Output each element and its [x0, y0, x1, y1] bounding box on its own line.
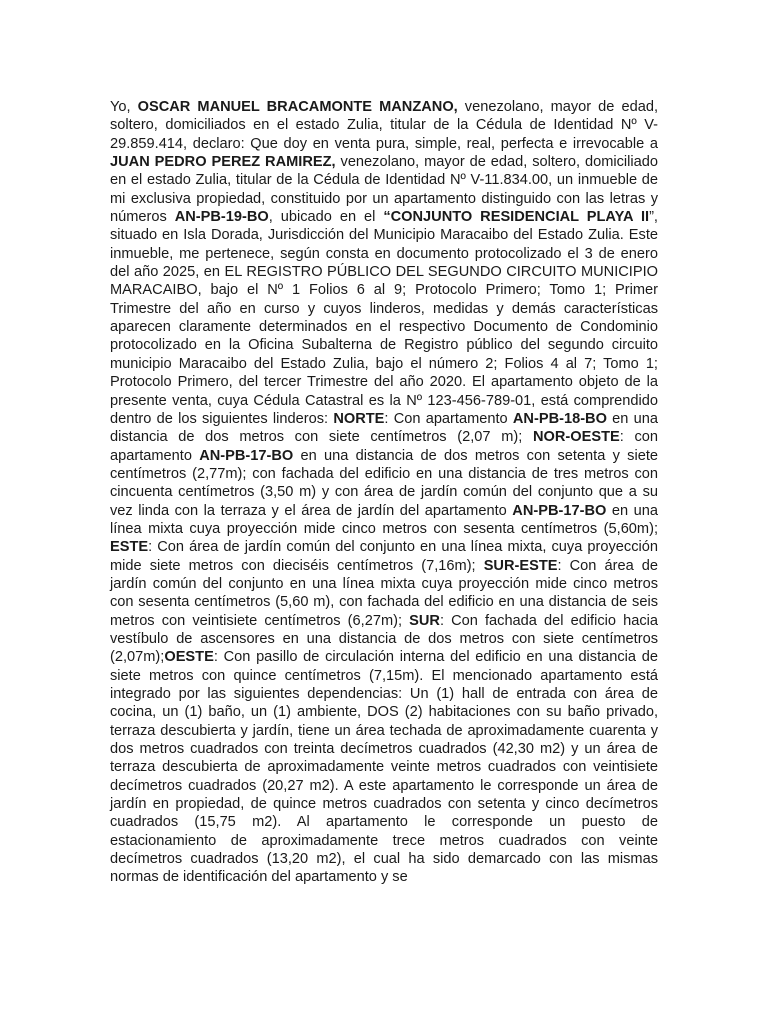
bold-text-segment: NOR-OESTE	[532, 429, 620, 446]
bold-text-segment: AN-PB-18-BO	[512, 410, 607, 427]
text-segment: : Con apartamento	[384, 410, 513, 427]
text-segment: : con apartamento	[110, 429, 658, 464]
bold-text-segment: ESTE	[110, 539, 149, 556]
bold-text-segment: AN-PB-17-BO	[512, 502, 607, 519]
text-segment: venezolano, mayor de edad, soltero, domiciliado en el estado Zulia, titular de la Cédula de Identidad Nº V-11.834.00, un inmueble de mi exclusiva propiedad, constituido por un apartamento distinguido con las letras y números	[110, 154, 658, 226]
text-segment: ”, situado en Isla Dorada, Jurisdicción del Municipio Maracaibo del Estado Zulia. Este inmueble, me pertenece, según consta en documento protocolizado el 3 de enero del año 2025, en EL REGISTRO PÚBLICO DEL SEGUNDO CIRCUITO MUNICIPIO MARACAIBO, bajo el Nº 1 Folios 6 al 9; Protocolo Primero; Tomo 1; Primer Trimestre del año en curso y cuyos linderos, medidas y demás características aparecen claramente determinados en el respectivo Documento de Condominio protocolizado en la Oficina Subalterna de Registro público del segundo circuito municipio Maracaibo del Estado Zulia, bajo el número 2; Folios 4 al 7; Tomo 1; Protocolo Primero, del tercer Trimestre del año 2020. El apartamento objeto de la presente venta, cuya Cédula Catastral es la Nº 123-456-789-01, está comprendido dentro de los siguientes linderos:	[110, 209, 658, 427]
bold-text-segment: AN-PB-19-BO	[174, 209, 269, 226]
text-segment: : Con pasillo de circulación interna del edificio en una distancia de siete metros con quince centímetros (7,15m). El mencionado apartamento está integrado por las siguientes dependencias: Un (1) hall de entrada con área de cocina, un (1) baño, un (1) ambiente, DOS (2) habitaciones con su baño privado, terraza descubierta y jardín, tiene un área techada de aproximadamente cuarenta y dos metros cuadrados con treinta decímetros cuadrados (42,30 m2) y un área de terraza descubierta de aproximadamente veinte metros cuadrados con veintisiete decímetros cuadrados (20,27 m2). A este apartamento le corresponde un área de jardín en propiedad, de quince metros cuadrados con setenta y cinco decímetros cuadrados (15,75 m2). Al apartamento le corresponde un puesto de estacionamiento de aproximadamente trece metros cuadrados con veinte decímetros cuadrados (13,20 m2), el cual ha sido demarcado con las mismas normas de identificación del apartamento y se	[110, 649, 658, 886]
bold-text-segment: SUR-ESTE	[483, 557, 558, 574]
text-segment: : Con área de jardín común del conjunto en una línea mixta cuya proyección mide cinco metros con sesenta centímetros (5,60 m), con fachada del edificio en una distancia de seis metros con veintisiete centímetros (6,27m);	[110, 557, 658, 629]
bold-text-segment: OESTE	[164, 649, 214, 666]
bold-text-segment: JUAN PEDRO PEREZ RAMIREZ,	[110, 154, 336, 171]
bold-text-segment: “CONJUNTO RESIDENCIAL PLAYA II	[383, 209, 650, 226]
text-segment: en una distancia de dos metros con setenta y siete centímetros (2,77m); con fachada del edificio en una distancia de tres metros con cincuenta centímetros (3,50 m) y con área de jardín común del conjunto que a su vez linda con la terraza y el área de jardín del apartamento	[110, 447, 658, 519]
bold-text-segment: AN-PB-17-BO	[199, 447, 294, 464]
document-paragraph	[110, 98, 658, 887]
text-segment: venezolano, mayor de edad, soltero, domiciliados en el estado Zulia, titular de la Cédula de Identidad Nº V-29.859.414, declaro: Que doy en venta pura, simple, real, perfecta e irrevocable a	[110, 99, 658, 152]
text-segment: en una distancia de dos metros con siete centímetros (2,07 m);	[110, 410, 659, 446]
text-segment: en una línea mixta cuya proyección mide cinco metros con sesenta centímetros (5,60m);	[110, 502, 658, 537]
text-segment: : Con fachada del edificio hacia vestíbulo de ascensores en una distancia de dos metros con siete centímetros (2,07m);	[110, 612, 659, 666]
text-segment: Yo,	[110, 99, 138, 115]
document-body	[110, 98, 658, 887]
text-segment: : Con área de jardín común del conjunto en una línea mixta, cuya proyección mide siete metros con dieciséis centímetros (7,16m);	[110, 539, 658, 574]
bold-text-segment: OSCAR MANUEL BRACAMONTE MANZANO,	[137, 99, 458, 115]
bold-text-segment: SUR	[409, 612, 440, 629]
bold-text-segment: NORTE	[333, 410, 385, 427]
text-segment: , ubicado en el	[268, 209, 384, 226]
